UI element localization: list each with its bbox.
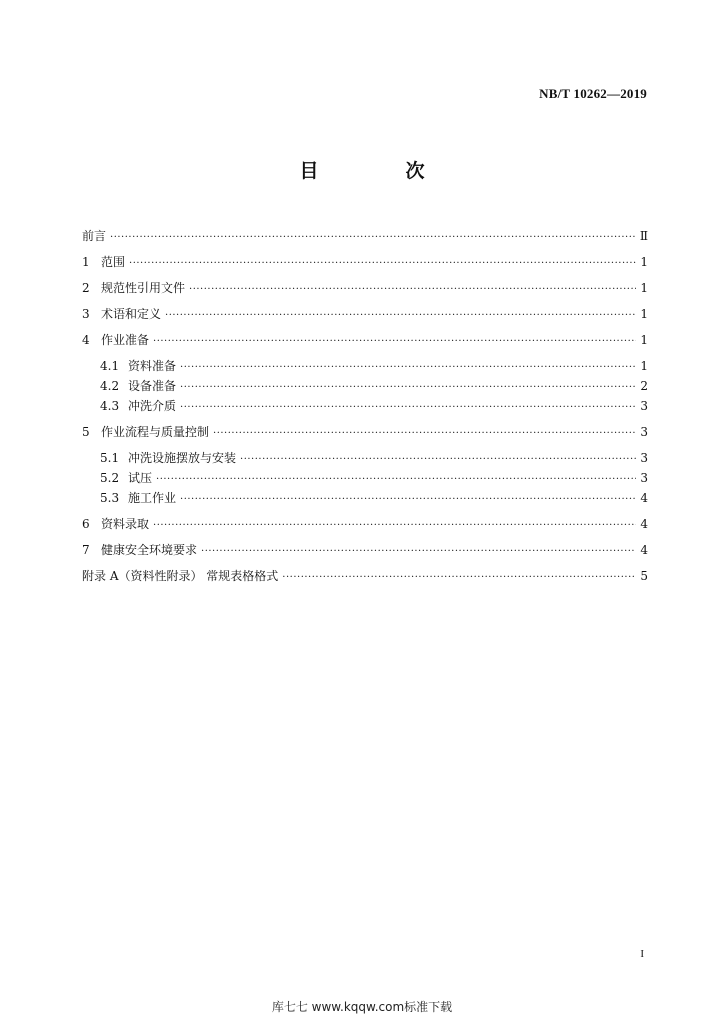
toc-leader-dots <box>180 378 636 396</box>
toc-entry[interactable] <box>82 356 648 376</box>
toc-leader-dots <box>189 280 636 298</box>
toc-entry-number: 5 <box>82 425 90 439</box>
toc-entry-label: 资料录取 <box>101 517 150 531</box>
toc-entry[interactable] <box>82 514 648 534</box>
toc-entry[interactable] <box>82 540 648 560</box>
toc-entry-page: 1 <box>640 307 648 321</box>
toc-entry-page: 3 <box>640 425 648 439</box>
toc-entry-label: 范围 <box>101 255 126 269</box>
toc-leader-dots <box>282 568 636 586</box>
toc-entry-label: 规范性引用文件 <box>101 281 186 295</box>
toc-leader-dots <box>201 542 636 560</box>
toc-entry-label: 冲洗介质 <box>128 399 177 413</box>
toc-entry-number: 1 <box>82 255 90 269</box>
toc-entry[interactable] <box>82 304 648 324</box>
toc-entry[interactable] <box>82 396 648 416</box>
toc-entry[interactable] <box>82 252 648 272</box>
toc-entry-page: 1 <box>640 333 648 347</box>
toc-entry-number: 7 <box>82 543 90 557</box>
toc-entry-number: 4.2 <box>100 379 120 393</box>
toc-leader-dots <box>180 490 636 508</box>
toc-entry-page: 5 <box>640 569 648 583</box>
toc-leader-dots <box>180 398 636 416</box>
toc-entry-label: 施工作业 <box>128 491 177 505</box>
toc-leader-dots <box>153 516 636 534</box>
toc-entry-page: Ⅱ <box>639 229 648 243</box>
toc-leader-dots <box>153 332 636 350</box>
toc-leader-dots <box>110 228 636 246</box>
toc-entry-number: 5.1 <box>100 451 120 465</box>
toc-entry[interactable] <box>82 278 648 298</box>
page-number: I <box>640 948 644 960</box>
toc-entry[interactable] <box>82 448 648 468</box>
toc-entry[interactable] <box>82 376 648 396</box>
toc-entry-label: 作业流程与质量控制 <box>101 425 210 439</box>
toc-leader-dots <box>165 306 636 324</box>
toc-entry-number: 3 <box>82 307 90 321</box>
toc-leader-dots <box>180 358 636 376</box>
toc-entry-label: 术语和定义 <box>101 307 162 321</box>
toc-entry-label: 前言 <box>82 229 107 243</box>
toc-entry-page: 3 <box>640 451 648 465</box>
toc-entry-label: 作业准备 <box>101 333 150 347</box>
toc-entry-page: 1 <box>640 255 648 269</box>
toc-entry-number: 2 <box>82 281 90 295</box>
toc-entry[interactable] <box>82 330 648 350</box>
toc-entry-label: 试压 <box>128 471 153 485</box>
toc-entry-number: 5.3 <box>100 491 120 505</box>
toc-entry-label: 资料准备 <box>128 359 177 373</box>
toc-entry-page: 4 <box>640 543 648 557</box>
toc-entry-label: 设备准备 <box>128 379 177 393</box>
toc-leader-dots <box>129 254 636 272</box>
toc-entry-number: 5.2 <box>100 471 120 485</box>
toc-entry-page: 3 <box>640 399 648 413</box>
toc-entry-label: 附录 A（资料性附录） 常规表格格式 <box>82 569 279 583</box>
toc-leader-dots <box>156 470 636 488</box>
table-of-contents <box>82 226 648 586</box>
watermark-footer: 库七七 www.kqqw.com标准下载 <box>271 1000 453 1014</box>
toc-entry-page: 1 <box>640 281 648 295</box>
toc-entry-page: 1 <box>640 359 648 373</box>
toc-entry-page: 3 <box>640 471 648 485</box>
toc-leader-dots <box>240 450 636 468</box>
standard-code: NB/T 10262—2019 <box>539 86 647 101</box>
toc-entry[interactable] <box>82 226 648 246</box>
toc-entry-page: 4 <box>640 491 648 505</box>
toc-entry[interactable] <box>82 422 648 442</box>
toc-entry-label: 健康安全环境要求 <box>101 543 198 557</box>
toc-entry-page: 2 <box>640 379 648 393</box>
toc-entry-number: 6 <box>82 517 90 531</box>
toc-entry-number: 4.3 <box>100 399 120 413</box>
toc-entry-number: 4 <box>82 333 90 347</box>
toc-entry[interactable] <box>82 468 648 488</box>
toc-entry-number: 4.1 <box>100 359 120 373</box>
toc-leader-dots <box>213 424 636 442</box>
toc-entry[interactable] <box>82 566 648 586</box>
toc-entry-label: 冲洗设施摆放与安装 <box>128 451 237 465</box>
page-title: 目 次 <box>299 160 459 182</box>
toc-entry-page: 4 <box>640 517 648 531</box>
toc-entry[interactable] <box>82 488 648 508</box>
